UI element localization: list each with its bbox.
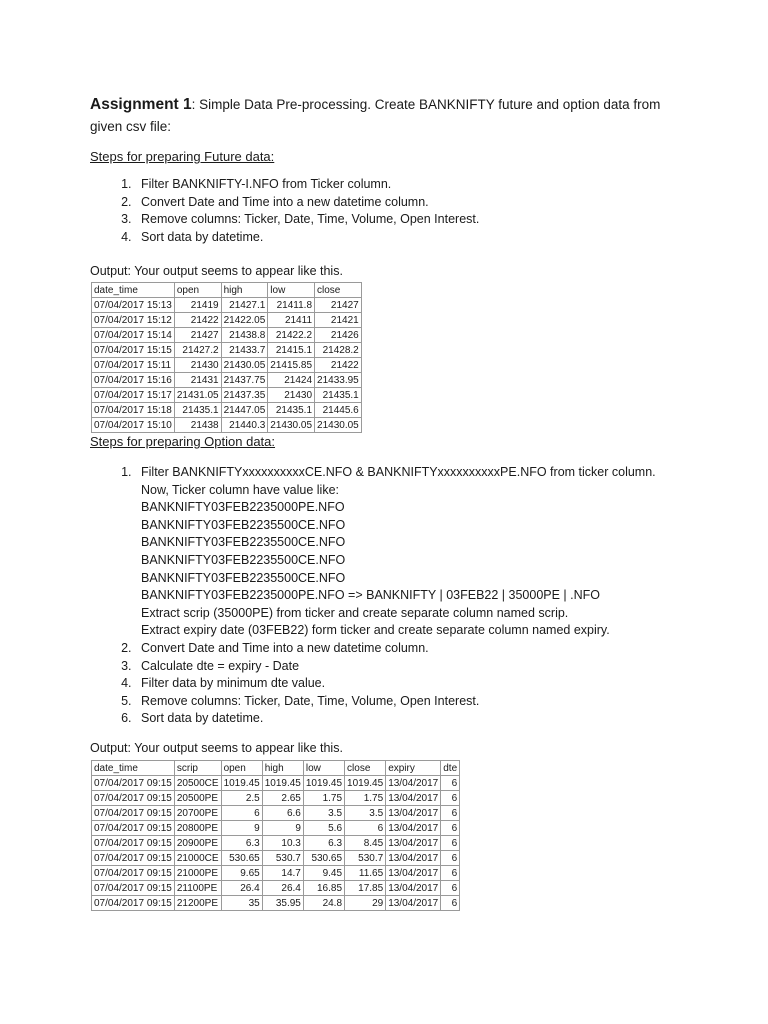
column-header: open: [174, 283, 221, 298]
column-header: high: [221, 283, 268, 298]
option-step: 5. Remove columns: Ticker, Date, Time, Volume, Open Interest.: [135, 693, 735, 711]
table-cell: 13/04/2017: [386, 836, 441, 851]
table-cell: 14.7: [262, 866, 303, 881]
table-cell: 21428.2: [315, 343, 362, 358]
table-cell: 21421: [315, 313, 362, 328]
table-cell: 21422.2: [268, 328, 315, 343]
table-cell: 07/04/2017 09:15: [92, 836, 175, 851]
table-row: [92, 896, 460, 911]
table-cell: 20500PE: [174, 791, 221, 806]
table-cell: 6: [441, 836, 460, 851]
option-step-sub: BANKNIFTY03FEB2235500CE.NFO: [141, 570, 346, 585]
table-cell: 21422: [174, 313, 221, 328]
option-step-sub: BANKNIFTY03FEB2235500CE.NFO: [141, 552, 346, 567]
table-cell: 20500CE: [174, 776, 221, 791]
table-cell: 21415.1: [268, 343, 315, 358]
option-step: 3. Calculate dte = expiry - Date: [135, 658, 735, 676]
table-cell: 13/04/2017: [386, 896, 441, 911]
table-cell: 17.85: [345, 881, 386, 896]
table-cell: 21419: [174, 298, 221, 313]
column-header: open: [221, 761, 262, 776]
table-row: [92, 373, 362, 388]
future-output-label: Output: Your output seems to appear like this.: [90, 264, 343, 278]
table-cell: 21427.1: [221, 298, 268, 313]
table-row: [92, 776, 460, 791]
table-cell: 6: [441, 866, 460, 881]
table-cell: 21433.95: [315, 373, 362, 388]
table-row: [92, 866, 460, 881]
table-cell: 21438.8: [221, 328, 268, 343]
table-cell: 21411.8: [268, 298, 315, 313]
table-row: [92, 418, 362, 433]
table-cell: 07/04/2017 15:18: [92, 403, 175, 418]
table-cell: 07/04/2017 15:10: [92, 418, 175, 433]
table-cell: 11.65: [345, 866, 386, 881]
table-cell: 21415.85: [268, 358, 315, 373]
table-cell: 6.6: [262, 806, 303, 821]
option-step-sub: Extract expiry date (03FEB22) form ticker and create separate column named expiry.: [141, 623, 610, 638]
future-step: 3. Remove columns: Ticker, Date, Time, Volume, Open Interest.: [135, 211, 735, 229]
option-step-main: 1. Filter BANKNIFTYxxxxxxxxxxCE.NFO & BANKNIFTYxxxxxxxxxxPE.NFO from ticker column.: [141, 465, 656, 479]
table-cell: 21433.7: [221, 343, 268, 358]
option-step-sub: BANKNIFTY03FEB2235500CE.NFO: [141, 535, 346, 550]
column-header: low: [303, 761, 344, 776]
option-step: 6. Sort data by datetime.: [135, 710, 735, 728]
table-cell: 6: [441, 851, 460, 866]
table-cell: 07/04/2017 09:15: [92, 806, 175, 821]
table-row: [92, 388, 362, 403]
table-cell: 21100PE: [174, 881, 221, 896]
table-cell: 16.85: [303, 881, 344, 896]
table-cell: 07/04/2017 15:13: [92, 298, 175, 313]
table-cell: 07/04/2017 15:17: [92, 388, 175, 403]
table-cell: 07/04/2017 15:16: [92, 373, 175, 388]
table-cell: 07/04/2017 15:11: [92, 358, 175, 373]
column-header: low: [268, 283, 315, 298]
table-cell: 29: [345, 896, 386, 911]
table-cell: 1019.45: [262, 776, 303, 791]
table-cell: 3.5: [345, 806, 386, 821]
table-cell: 9: [221, 821, 262, 836]
table-cell: 530.7: [262, 851, 303, 866]
table-cell: 21000PE: [174, 866, 221, 881]
table-cell: 530.7: [345, 851, 386, 866]
table-row: [92, 313, 362, 328]
table-header-row: [92, 761, 460, 776]
table-cell: 07/04/2017 15:15: [92, 343, 175, 358]
table-cell: 21424: [268, 373, 315, 388]
table-cell: 24.8: [303, 896, 344, 911]
table-row: [92, 298, 362, 313]
table-cell: 21447.05: [221, 403, 268, 418]
column-header: date_time: [92, 283, 175, 298]
table-cell: 13/04/2017: [386, 776, 441, 791]
table-cell: 21431.05: [174, 388, 221, 403]
table-row: [92, 343, 362, 358]
table-cell: 07/04/2017 15:12: [92, 313, 175, 328]
table-cell: 21430: [268, 388, 315, 403]
table-cell: 13/04/2017: [386, 881, 441, 896]
table-cell: 2.5: [221, 791, 262, 806]
table-cell: 13/04/2017: [386, 821, 441, 836]
table-cell: 21430.05: [315, 418, 362, 433]
option-step: 2. Convert Date and Time into a new datetime column.: [135, 640, 735, 658]
table-cell: 21437.35: [221, 388, 268, 403]
table-cell: 07/04/2017 09:15: [92, 881, 175, 896]
table-cell: 21422.05: [221, 313, 268, 328]
table-cell: 6: [441, 776, 460, 791]
table-cell: 6: [441, 791, 460, 806]
table-cell: 21427: [315, 298, 362, 313]
table-cell: 21435.1: [315, 388, 362, 403]
table-cell: 10.3: [262, 836, 303, 851]
table-row: [92, 328, 362, 343]
table-cell: 07/04/2017 09:15: [92, 776, 175, 791]
table-cell: 21437.75: [221, 373, 268, 388]
table-cell: 20700PE: [174, 806, 221, 821]
table-row: [92, 791, 460, 806]
table-cell: 20800PE: [174, 821, 221, 836]
table-cell: 21422: [315, 358, 362, 373]
table-cell: 21440.3: [221, 418, 268, 433]
table-row: [92, 806, 460, 821]
table-cell: 1.75: [303, 791, 344, 806]
table-cell: 1.75: [345, 791, 386, 806]
table-cell: 21427.2: [174, 343, 221, 358]
table-cell: 07/04/2017 09:15: [92, 791, 175, 806]
future-table: [91, 282, 362, 433]
table-cell: 21435.1: [268, 403, 315, 418]
table-cell: 21445.6: [315, 403, 362, 418]
table-row: [92, 821, 460, 836]
table-cell: 3.5: [303, 806, 344, 821]
table-cell: 1019.45: [303, 776, 344, 791]
table-cell: 13/04/2017: [386, 866, 441, 881]
option-steps: [90, 464, 735, 728]
table-cell: 13/04/2017: [386, 791, 441, 806]
column-header: dte: [441, 761, 460, 776]
table-cell: 21430: [174, 358, 221, 373]
table-cell: 6: [441, 881, 460, 896]
column-header: close: [315, 283, 362, 298]
table-cell: 13/04/2017: [386, 806, 441, 821]
future-heading: Steps for preparing Future data:: [90, 149, 275, 164]
future-steps: [90, 176, 735, 246]
future-step: 1. Filter BANKNIFTY-I.NFO from Ticker column.: [135, 176, 735, 194]
assignment-title: [90, 94, 690, 138]
option-step: [135, 464, 735, 640]
table-row: [92, 403, 362, 418]
table-cell: 26.4: [221, 881, 262, 896]
table-cell: 20900PE: [174, 836, 221, 851]
table-cell: 21200PE: [174, 896, 221, 911]
table-row: [92, 836, 460, 851]
table-cell: 2.65: [262, 791, 303, 806]
option-step-sub: BANKNIFTY03FEB2235000PE.NFO: [141, 500, 345, 515]
table-row: [92, 358, 362, 373]
table-cell: 8.45: [345, 836, 386, 851]
table-cell: 21430.05: [221, 358, 268, 373]
option-output-label: Output: Your output seems to appear like this.: [90, 741, 343, 755]
table-cell: 530.65: [303, 851, 344, 866]
column-header: expiry: [386, 761, 441, 776]
table-cell: 6: [345, 821, 386, 836]
table-cell: 9.45: [303, 866, 344, 881]
table-cell: 21431: [174, 373, 221, 388]
assignment-title-rest: : Simple Data Pre-processing. Create BANKNIFTY future and option data from given csv file:: [90, 97, 661, 134]
table-cell: 21000CE: [174, 851, 221, 866]
option-heading: Steps for preparing Option data:: [90, 434, 276, 449]
future-step: 2. Convert Date and Time into a new datetime column.: [135, 194, 735, 212]
table-cell: 5.6: [303, 821, 344, 836]
table-cell: 07/04/2017 09:15: [92, 866, 175, 881]
table-cell: 9.65: [221, 866, 262, 881]
table-cell: 21426: [315, 328, 362, 343]
table-cell: 07/04/2017 09:15: [92, 821, 175, 836]
option-step-sub: Extract scrip (35000PE) from ticker and create separate column named scrip.: [141, 605, 569, 620]
option-step: 4. Filter data by minimum dte value.: [135, 675, 735, 693]
table-cell: 35: [221, 896, 262, 911]
table-cell: 6: [441, 821, 460, 836]
table-cell: 9: [262, 821, 303, 836]
table-cell: 1019.45: [221, 776, 262, 791]
table-cell: 35.95: [262, 896, 303, 911]
table-cell: 21427: [174, 328, 221, 343]
table-cell: 530.65: [221, 851, 262, 866]
table-cell: 6.3: [303, 836, 344, 851]
option-step-sub: BANKNIFTY03FEB2235500CE.NFO: [141, 517, 346, 532]
column-header: close: [345, 761, 386, 776]
table-cell: 26.4: [262, 881, 303, 896]
table-cell: 21411: [268, 313, 315, 328]
option-table: [91, 760, 460, 911]
option-step-sub: BANKNIFTY03FEB2235000PE.NFO => BANKNIFTY | 03FEB22 | 35000PE | .NFO: [141, 588, 601, 603]
table-cell: 6: [441, 806, 460, 821]
table-cell: 6: [221, 806, 262, 821]
column-header: high: [262, 761, 303, 776]
table-header-row: [92, 283, 362, 298]
table-cell: 07/04/2017 09:15: [92, 851, 175, 866]
column-header: date_time: [92, 761, 175, 776]
table-cell: 6: [441, 896, 460, 911]
table-cell: 07/04/2017 09:15: [92, 896, 175, 911]
column-header: scrip: [174, 761, 221, 776]
table-row: [92, 851, 460, 866]
table-cell: 6.3: [221, 836, 262, 851]
table-cell: 21430.05: [268, 418, 315, 433]
future-step: 4. Sort data by datetime.: [135, 229, 735, 247]
table-cell: 13/04/2017: [386, 851, 441, 866]
option-step-sub: Now, Ticker column have value like:: [141, 482, 340, 497]
assignment-title-bold: Assignment 1: [90, 96, 192, 113]
table-cell: 1019.45: [345, 776, 386, 791]
table-cell: 07/04/2017 15:14: [92, 328, 175, 343]
table-cell: 21438: [174, 418, 221, 433]
table-cell: 21435.1: [174, 403, 221, 418]
table-row: [92, 881, 460, 896]
